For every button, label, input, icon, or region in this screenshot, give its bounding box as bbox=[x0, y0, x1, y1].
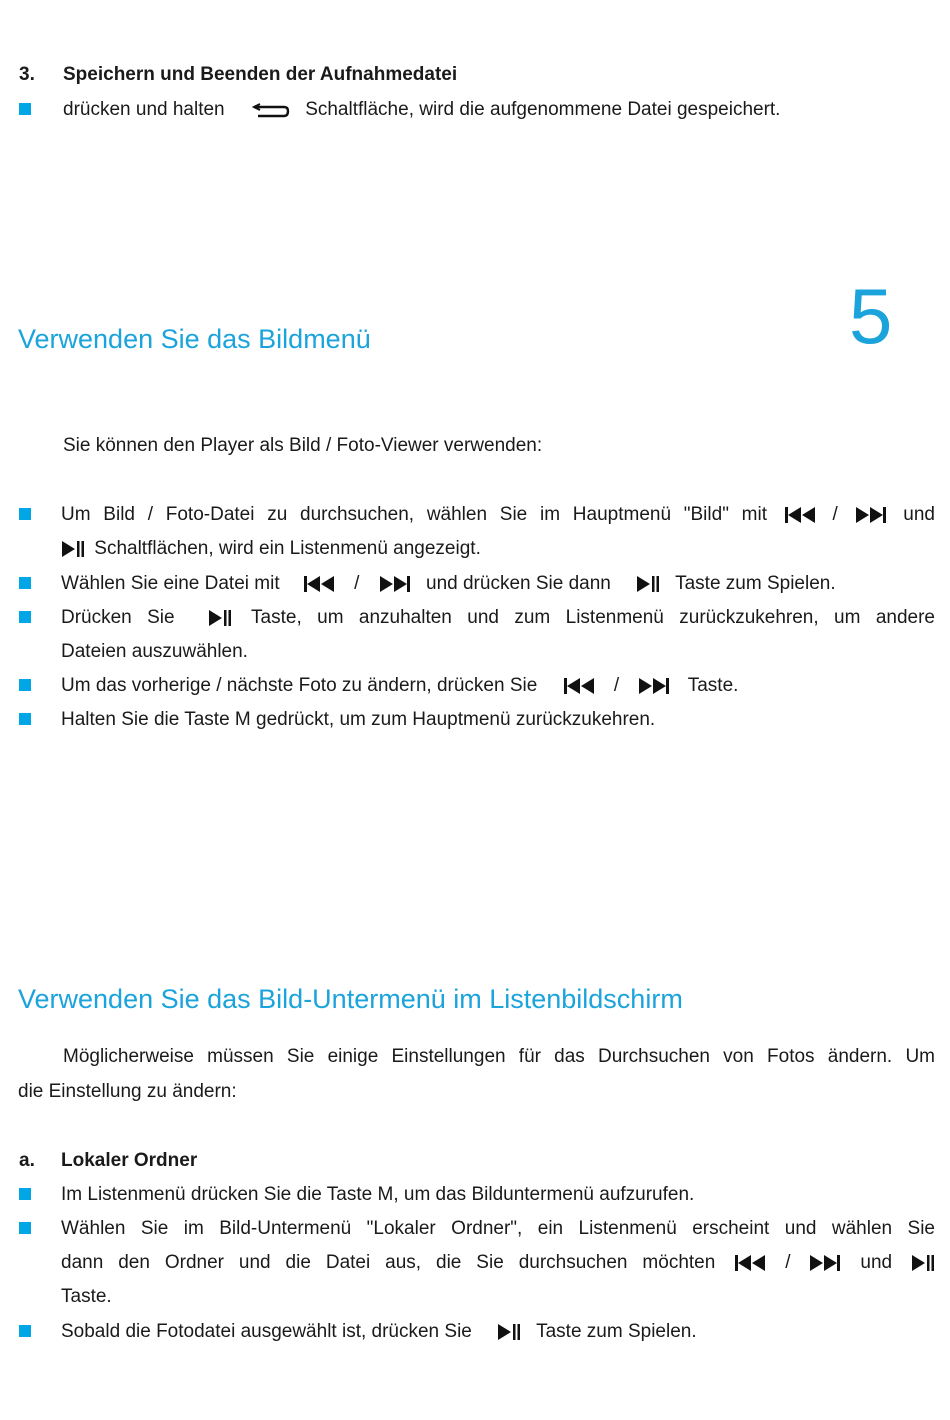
folder-text-a: dann den Ordner und die Datei aus, die Sie durchsuchen möchten bbox=[61, 1252, 716, 1273]
section-number: 3. bbox=[19, 64, 35, 85]
slash: / bbox=[832, 504, 838, 525]
prev-next-group bbox=[730, 1252, 860, 1273]
select-text-b: und drücken Sie dann bbox=[426, 573, 611, 594]
submenu-section-title: Verwenden Sie das Bild-Untermenü im Listenbildschirm bbox=[18, 984, 683, 1014]
bullet bbox=[19, 508, 31, 520]
submenu-para-line1 bbox=[63, 1040, 935, 1074]
prev-next-group bbox=[780, 504, 904, 525]
play-text-a: Sobald die Fotodatei ausgewählt ist, drücken Sie bbox=[61, 1321, 472, 1342]
bullet-hold-m: Halten Sie die Taste M gedrückt, um zum Hauptmenü zurückzukehren. bbox=[61, 709, 656, 730]
save-text-before: drücken und halten bbox=[63, 99, 225, 120]
bullet bbox=[19, 1188, 31, 1200]
bullet-select-file bbox=[61, 567, 935, 601]
bullet bbox=[19, 1222, 31, 1234]
next-icon bbox=[379, 575, 411, 593]
select-text-a: Wählen Sie eine Datei mit bbox=[61, 573, 280, 594]
play-pause-icon bbox=[636, 575, 660, 593]
save-instruction bbox=[63, 99, 780, 121]
play-pause-icon bbox=[911, 1254, 935, 1272]
slash: / bbox=[785, 1252, 791, 1273]
bullet-local-folder-line3: Taste. bbox=[61, 1286, 112, 1307]
bullet-press-m: Im Listenmenü drücken Sie die Taste M, um das Bilduntermenü aufzurufen. bbox=[61, 1184, 695, 1205]
play-pause-icon bbox=[61, 540, 85, 558]
intro-text: Sie können den Player als Bild / Foto-Viewer verwenden: bbox=[63, 435, 543, 456]
bullet-prev-next-photo bbox=[61, 669, 935, 703]
pause-text-a: Drücken Sie bbox=[61, 607, 175, 628]
bullet bbox=[19, 679, 31, 691]
photo-text-b: Taste. bbox=[687, 675, 739, 696]
para-text-b: Um bbox=[905, 1046, 935, 1067]
bullet-pause-line1 bbox=[61, 601, 935, 635]
return-icon bbox=[252, 101, 290, 119]
next-icon bbox=[855, 506, 887, 524]
next-icon bbox=[809, 1254, 841, 1272]
play-pause-icon bbox=[497, 1323, 521, 1341]
bullet bbox=[19, 103, 31, 115]
previous-icon bbox=[734, 1254, 766, 1272]
chapter-number: 5 bbox=[849, 272, 893, 360]
play-pause-icon bbox=[208, 609, 232, 627]
play-text-b: Taste zum Spielen. bbox=[536, 1321, 697, 1342]
select-text-c: Taste zum Spielen. bbox=[675, 573, 836, 594]
section-title: Speichern und Beenden der Aufnahmedatei bbox=[63, 64, 458, 85]
bullet-pause-line2: Dateien auszuwählen. bbox=[61, 641, 248, 662]
slash: / bbox=[613, 675, 620, 696]
bullet bbox=[19, 713, 31, 725]
submenu-para-line2: die Einstellung zu ändern: bbox=[18, 1081, 237, 1102]
slash: / bbox=[354, 573, 360, 594]
chapter-title: Verwenden Sie das Bildmenü bbox=[18, 324, 371, 354]
bullet-play-photo bbox=[61, 1315, 935, 1349]
bullet-browse-line1 bbox=[61, 498, 935, 532]
bullet bbox=[19, 577, 31, 589]
browse-and: und bbox=[903, 504, 935, 525]
browse-text-2: Schaltflächen, wird ein Listenmenü angezeigt. bbox=[94, 538, 481, 559]
photo-text-a: Um das vorherige / nächste Foto zu ändern, drücken Sie bbox=[61, 675, 538, 696]
previous-icon bbox=[784, 506, 816, 524]
previous-icon bbox=[303, 575, 335, 593]
bullet-local-folder-line1: Wählen Sie im Bild-Untermenü "Lokaler Ordner", ein Listenmenü erscheint und wählen Sie bbox=[61, 1218, 935, 1239]
save-text-after: Schaltfläche, wird die aufgenommene Datei gespeichert. bbox=[305, 99, 781, 120]
bullet bbox=[19, 1325, 31, 1337]
previous-icon bbox=[563, 677, 595, 695]
bullet bbox=[19, 611, 31, 623]
para-text-a: Möglicherweise müssen Sie einige Einstellungen für das Durchsuchen von Fotos ändern. bbox=[63, 1046, 893, 1067]
browse-text: Um Bild / Foto-Datei zu durchsuchen, wählen Sie im Hauptmenü "Bild" mit bbox=[61, 504, 768, 525]
bullet-local-folder-line2 bbox=[61, 1246, 935, 1280]
subsection-label: a. bbox=[19, 1150, 35, 1171]
folder-text-b: und bbox=[860, 1252, 893, 1273]
bullet-browse-line2 bbox=[61, 532, 935, 566]
next-icon bbox=[638, 677, 670, 695]
subsection-title: Lokaler Ordner bbox=[61, 1150, 198, 1171]
pause-text-b: Taste, um anzuhalten und zum Listenmenü zurückzukehren, um andere bbox=[251, 607, 935, 628]
